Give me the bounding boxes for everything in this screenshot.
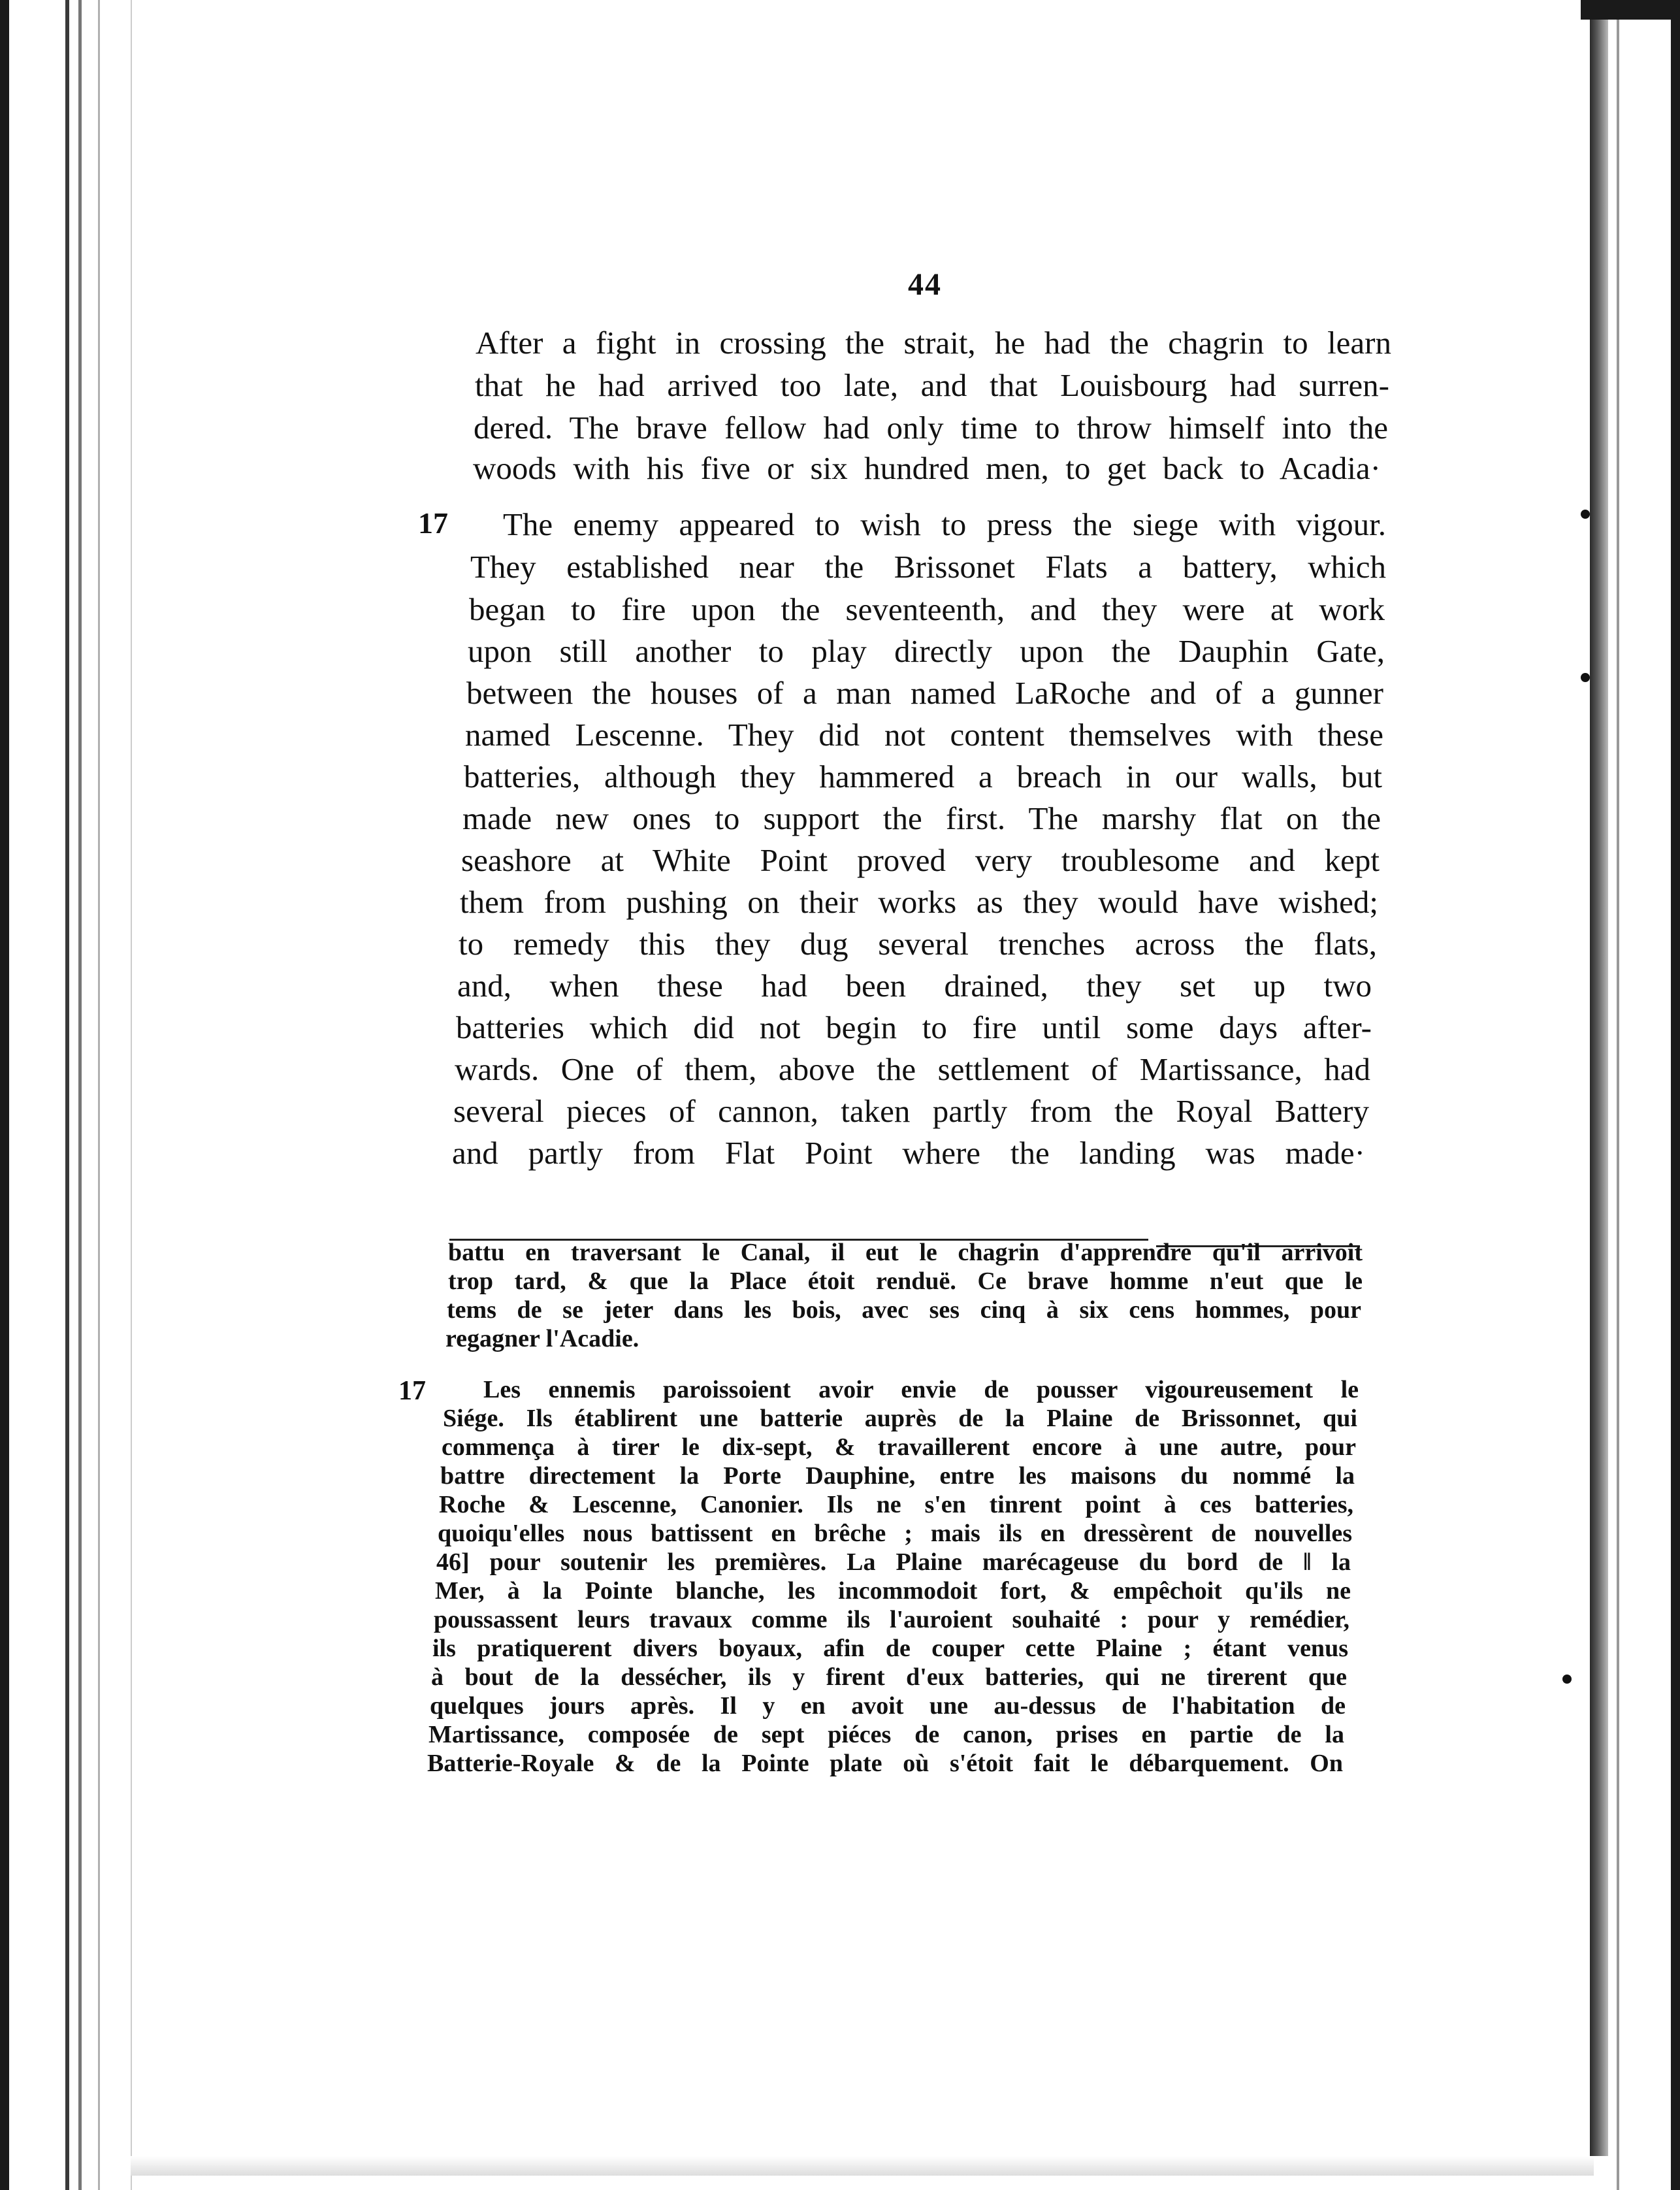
scan-edge-right bbox=[1671, 0, 1680, 2190]
text-line: battre directement la Porte Dauphine, entre les maisons du nommé la bbox=[440, 1462, 1355, 1490]
text-line: to remedy this they dug several trenches across the flats, bbox=[459, 926, 1377, 962]
text-line: 46] pour soutenir les premières. La Plaine marécageuse du bord de ‖ la bbox=[436, 1548, 1351, 1576]
page-number: 44 bbox=[908, 267, 942, 302]
text-line: made new ones to support the first. The marshy flat on the bbox=[462, 800, 1381, 836]
margin-number: 17 bbox=[398, 1376, 426, 1406]
text-line: them from pushing on their works as they would have wished; bbox=[460, 884, 1378, 920]
text-line: regagner l'Acadie. bbox=[445, 1325, 639, 1352]
text-line: quelques jours après. Il y en avoit une au-dessus de l'habitation de bbox=[430, 1692, 1346, 1720]
text-line: that he had arrived too late, and that Louisbourg had surren- bbox=[475, 367, 1389, 403]
text-line: several pieces of cannon, taken partly from the Royal Battery bbox=[453, 1093, 1369, 1129]
text-line: After a fight in crossing the strait, he had the chagrin to learn bbox=[476, 325, 1391, 361]
text-line: The enemy appeared to wish to press the siege with vigour. bbox=[503, 506, 1386, 542]
text-line: batteries, although they hammered a breach in our walls, but bbox=[464, 759, 1382, 794]
text-line: wards. One of them, above the settlement of Martissance, had bbox=[455, 1051, 1370, 1087]
text-line: battu en traversant le Canal, il eut le chagrin d'apprendre qu'il arrivoit bbox=[448, 1239, 1363, 1266]
text-line: ils pratiquerent divers boyaux, afin de couper cette Plaine ; étant venus bbox=[432, 1635, 1348, 1662]
text-line: Martissance, composée de sept piéces de canon, prises en partie de la bbox=[428, 1721, 1344, 1748]
text-line: Batterie-Royale & de la Pointe plate où s'étoit fait le débarquement. On bbox=[427, 1750, 1343, 1777]
text-line: They established near the Brissonet Flats a battery, which bbox=[470, 549, 1386, 585]
scan-edge-bottom bbox=[131, 2156, 1594, 2176]
text-line: named Lescenne. They did not content themselves with these bbox=[465, 717, 1383, 753]
text-line: Siége. Ils établirent une batterie auprès de la Plaine de Brissonnet, qui bbox=[443, 1405, 1357, 1432]
text-line: woods with his five or six hundred men, to get back to Acadia· bbox=[473, 450, 1381, 486]
scan-edge-line bbox=[98, 0, 100, 2190]
text-line: seashore at White Point proved very troublesome and kept bbox=[461, 842, 1380, 878]
text-line: quoiqu'elles nous battissent en brêche ; mais ils en dressèrent de nouvelles bbox=[438, 1520, 1352, 1547]
text-line: tems de se jeter dans les bois, avec ses cinq à six cens hommes, pour bbox=[447, 1296, 1361, 1324]
text-line: commença à tirer le dix-sept, & travaillerent encore à une autre, pour bbox=[442, 1433, 1356, 1461]
scan-edge-line bbox=[65, 0, 69, 2190]
binding-mark bbox=[1562, 1675, 1572, 1684]
binding-mark bbox=[1581, 673, 1590, 682]
text-line: à bout de la dessécher, ils y firent d'eux batteries, qui ne tirerent que bbox=[431, 1663, 1347, 1691]
text-line: trop tard, & que la Place étoit renduë. Ce brave homme n'eut que le bbox=[448, 1267, 1363, 1295]
text-line: and, when these had been drained, they set up two bbox=[457, 968, 1372, 1004]
text-line: batteries which did not begin to fire until some days after- bbox=[456, 1009, 1372, 1045]
scan-edge-line bbox=[1617, 0, 1619, 2190]
text-line: Les ennemis paroissoient avoir envie de pousser vigoureusement le bbox=[483, 1376, 1359, 1403]
text-line: poussassent leurs travaux comme ils l'auroient souhaité : pour y remédier, bbox=[434, 1606, 1349, 1633]
scan-edge-corner bbox=[1581, 0, 1672, 20]
text-line: Mer, à la Pointe blanche, les incommodoit fort, & empêchoit qu'ils ne bbox=[435, 1577, 1351, 1605]
scan-edge-line bbox=[78, 0, 82, 2190]
text-line: began to fire upon the seventeenth, and they were at work bbox=[469, 591, 1385, 627]
text-line: between the houses of a man named LaRoche and of a gunner bbox=[466, 675, 1383, 711]
scan-edge-line bbox=[131, 0, 132, 2190]
margin-number: 17 bbox=[418, 506, 448, 540]
text-line: dered. The brave fellow had only time to throw himself into the bbox=[474, 410, 1388, 446]
text-line: upon still another to play directly upon the Dauphin Gate, bbox=[468, 633, 1385, 669]
text-line: Roche & Lescenne, Canonier. Ils ne s'en tinrent point à ces batteries, bbox=[439, 1491, 1353, 1518]
scan-edge-right-band bbox=[1590, 20, 1608, 2156]
scan-edge-left bbox=[0, 0, 9, 2190]
binding-mark bbox=[1581, 510, 1590, 519]
text-line: and partly from Flat Point where the landing was made· bbox=[452, 1135, 1365, 1171]
